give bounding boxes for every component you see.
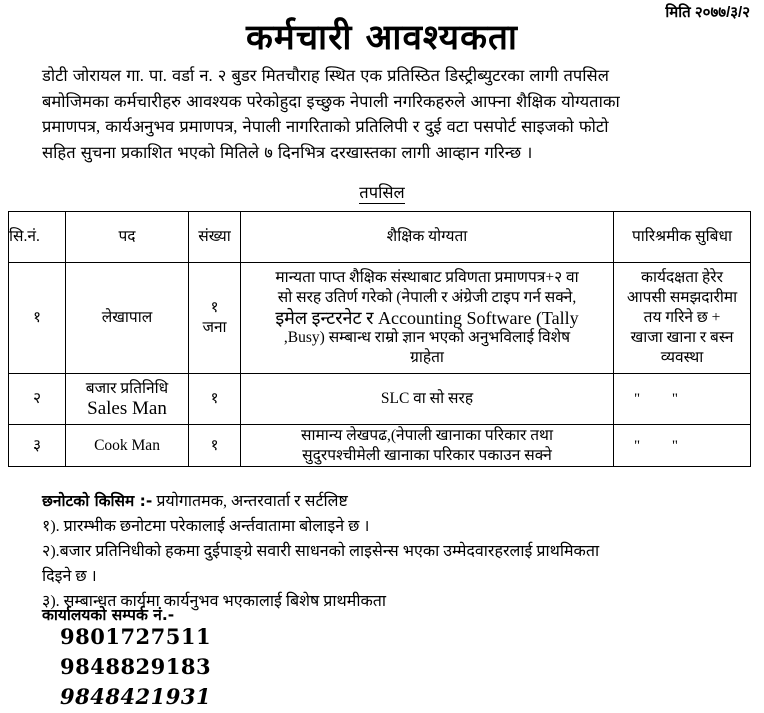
phone-number: 9801727511: [60, 624, 212, 649]
cell-post-2: [66, 374, 189, 425]
table-row: [9, 425, 751, 467]
cell-sn-2: २: [9, 374, 66, 425]
intro-line-3: प्रमाणपत्र, कार्यअनुभव प्रमाणपत्र, नेपाली नागरिताको प्रतिलिपी र दुई वटा पसपोर्ट साइजको फोटो: [42, 117, 609, 136]
cell-salary-3: [614, 425, 751, 467]
table-row: [9, 374, 751, 425]
salary-line: आपसी समझदारीमा: [626, 289, 738, 306]
schedule-heading-text: तपसिल: [359, 183, 405, 202]
post-latin: Sales Man: [87, 398, 167, 419]
salary-line: कार्यदक्षता हेरेर: [641, 269, 723, 286]
cell-count-2: १: [189, 374, 241, 425]
ditto-mark: " ": [634, 391, 692, 407]
phone-number: 9848829183: [60, 654, 212, 679]
contact-label: कार्यालयको सम्पर्क नं.-: [42, 606, 175, 624]
intro-line-1: डोटी जोरायल गा. पा. वर्डा न. २ बुडर मितचौराह स्थित एक प्रतिस्ठित डिस्ट्रीब्युटरका लागी तपसिल: [42, 66, 609, 85]
note-item-2-cont: दिइने छ ।: [42, 568, 97, 585]
cell-count-3: १: [189, 425, 241, 467]
column-header-count: संख्या: [189, 212, 241, 263]
education-line: सुदुरपश्चीमेली खानाका परिकार पकाउन सक्ने: [302, 446, 552, 464]
cell-count-1-unit: जना: [202, 319, 227, 336]
salary-line: खाजा खाना र बस्न: [630, 329, 734, 346]
cell-education-1: [241, 263, 614, 374]
column-header-sn: सि.नं.: [9, 212, 66, 263]
vacancy-table-wrapper: [8, 211, 750, 467]
cell-salary-2: [614, 374, 751, 425]
cell-post-3: Cook Man: [66, 425, 189, 467]
selection-type-line: [42, 489, 742, 514]
column-header-post: पद: [66, 212, 189, 263]
cell-sn-1: १: [9, 263, 66, 374]
education-line: मान्यता पाप्त शैक्षिक संस्थाबाट प्रविणता प्रमाणपत्र+२ वा: [275, 269, 579, 286]
education-line: सो सरह उतिर्ण गरेको (नेपाली र अंग्रेजी टाइप गर्न सक्ने,: [277, 289, 577, 306]
page-title: कर्मचारी आवश्यकता: [246, 18, 518, 58]
intro-line-2: बमोजिमका कर्मचारीहरु आवश्यक परेकोहुदा इच्छुक नेपाली नगरिकहरुले आफ्ना शैक्षिक योग्यताका: [42, 91, 620, 111]
selection-type-label: छनोटको किसिम :-: [42, 492, 153, 510]
table-row: [9, 263, 751, 374]
column-header-education: शैक्षिक योग्यता: [241, 212, 614, 263]
education-line: इमेल इन्टरनेट र Accounting Software (Tally: [275, 308, 579, 328]
cell-salary-1: [614, 263, 751, 374]
table-header-row: [9, 212, 751, 263]
cell-education-3: [241, 425, 614, 467]
intro-line-4: सहित सुचना प्रकाशित भएको मितिले ७ दिनभित्र दरखास्तका लागी आव्हान गरिन्छ ।: [42, 142, 533, 162]
notes-section: [42, 489, 742, 614]
cell-count-1: [189, 263, 241, 374]
education-line: ,Busy) सम्बान्ध राम्रो ज्ञान भएको अनुभविलाई विशेष: [283, 329, 571, 346]
note-item-1: १). प्रारम्भीक छनोटमा परेकालाई अर्न्तवातामा बोलाइने छ ।: [42, 518, 370, 535]
ditto-mark: " ": [634, 437, 692, 454]
salary-line: व्यवस्था: [660, 349, 704, 366]
cell-count-1-value: १: [210, 299, 219, 316]
cell-sn-3: ३: [9, 425, 66, 467]
selection-type-value: प्रयोगातमक, अन्तरवार्ता र सर्टलिष्ट: [152, 493, 348, 510]
contact-phone-list: [60, 622, 211, 712]
intro-paragraph: [42, 63, 732, 165]
note-item-2: २).बजार प्रतिनिधीको हकमा दुईपाङ्ग्रे सवारी साधनको लाइसेन्स भएका उम्मेदवारहरलाई प्राथमिकता: [42, 543, 600, 560]
post-devanagari: बजार प्रतिनिधि: [85, 380, 169, 397]
cell-post-1: लेखापाल: [66, 263, 189, 374]
education-line: ग्राहेता: [410, 349, 444, 366]
education-line: सामान्य लेखपढ,(नेपाली खानाका परिकार तथा: [301, 426, 553, 444]
cell-education-2: SLC वा सो सरह: [241, 374, 614, 425]
salary-line: तय गरिने छ +: [643, 309, 721, 326]
phone-number: 9848421931: [60, 684, 212, 709]
column-header-salary: पारिश्रमीक सुबिधा: [614, 212, 751, 263]
date-line: मिति २०७७/३/२: [665, 4, 750, 21]
vacancy-table: [8, 211, 751, 467]
schedule-heading: [0, 180, 764, 203]
note-item-3: ३). सम्बान्धत कार्यमा कार्यनुभव भएकालाई बिशेष प्राथमीकता: [42, 593, 387, 610]
